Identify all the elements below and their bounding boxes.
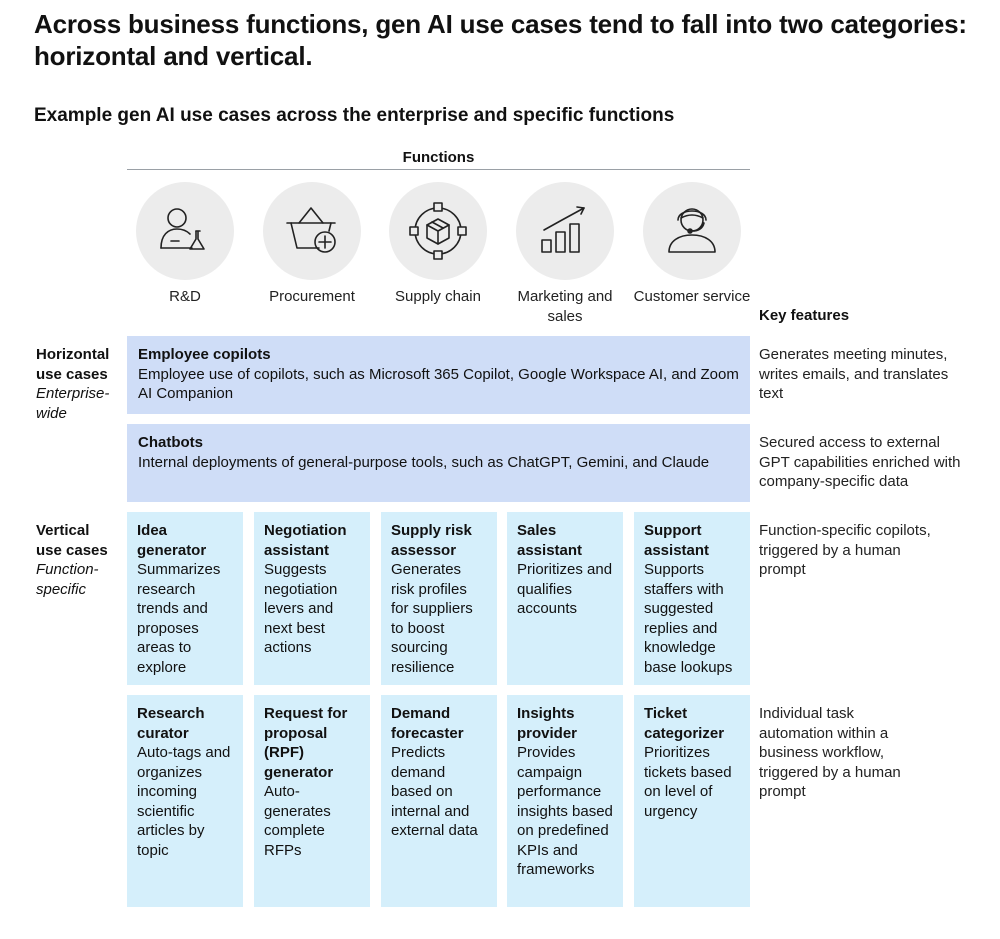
vertical-case-negotiation-assistant (254, 512, 370, 685)
vertical-case-support-assistant (634, 512, 750, 685)
vertical-case-sales-assistant (507, 512, 623, 685)
key-feature-task-automation: Individual task automation within a business workflow, triggered by a human prompt (759, 705, 901, 800)
vertical-case-ticket-categorizer (634, 695, 750, 907)
case-title: Sales assistant (517, 522, 583, 559)
vertical-case-supply-risk-assessor (381, 512, 497, 685)
headset-agent-icon (659, 198, 725, 264)
case-title: Idea generator (137, 522, 207, 559)
case-description: Suggests negotiation levers and next best actions (264, 561, 338, 656)
basket-icon (279, 198, 345, 264)
case-title: Insights provider (517, 705, 578, 742)
vertical-case-rfp-generator (254, 695, 370, 907)
key-feature-chatbots: Secured access to external GPT capabilities enriched with company-specific data (759, 434, 961, 490)
case-description: Prioritizes tickets based on level of urgency (644, 744, 732, 820)
vertical-case-demand-forecaster (381, 695, 497, 907)
key-features-heading: Key features (759, 307, 850, 324)
function-label-marketing: Marketing and sales (517, 288, 613, 325)
key-feature-employee-copilots: Generates meeting minutes, writes emails, and translates text (759, 346, 949, 402)
function-label-procurement: Procurement (269, 288, 355, 305)
function-rnd-circle (136, 182, 234, 280)
vertical-case-research-curator (127, 695, 243, 907)
case-title: Demand forecaster (391, 705, 464, 742)
case-title: Negotiation assistant (264, 522, 347, 559)
case-description: Generates risk profiles for suppliers to boost sourcing resilience (391, 561, 473, 676)
case-description: Prioritizes and qualifies accounts (517, 561, 613, 617)
row-label-vertical (36, 521, 118, 599)
row-label-horizontal-subtitle: Enterprise-wide (36, 385, 110, 422)
case-description: Internal deployments of general-purpose tools, such as ChatGPT, Gemini, and Claude (138, 453, 710, 471)
functions-divider (127, 169, 750, 170)
function-label-supply-chain: Supply chain (395, 288, 481, 305)
function-procurement-circle (263, 182, 361, 280)
row-label-horizontal-title: Horizontal use cases (36, 346, 110, 383)
function-supply-chain-circle (389, 182, 487, 280)
package-network-icon (405, 198, 471, 264)
row-label-vertical-title: Vertical use cases (36, 522, 108, 559)
case-title: Request for proposal (RPF) generator (264, 705, 348, 781)
scientist-icon (152, 198, 218, 264)
function-customer-service-circle (643, 182, 741, 280)
functions-heading: Functions (402, 149, 475, 166)
case-title: Supply risk assessor (391, 522, 472, 559)
case-title: Chatbots (138, 434, 203, 451)
function-label-customer-service: Customer service (633, 288, 751, 305)
function-label-rnd: R&D (169, 288, 201, 305)
row-label-vertical-subtitle: Function-specific (36, 561, 99, 598)
case-description: Supports staffers with suggested replies and knowledge base lookups (644, 561, 733, 676)
row-label-horizontal (36, 345, 124, 423)
case-description: Provides campaign performance insights based on predefined KPIs and frameworks (517, 744, 613, 878)
vertical-case-idea-generator (127, 512, 243, 685)
growth-chart-icon (532, 198, 598, 264)
case-title: Employee copilots (138, 346, 271, 363)
case-description: Summarizes research trends and proposes areas to explore (137, 561, 221, 676)
function-marketing-circle (516, 182, 614, 280)
horizontal-case-chatbots (127, 424, 750, 502)
case-title: Support assistant (644, 522, 710, 559)
vertical-case-insights-provider (507, 695, 623, 907)
page-title: Across business functions, gen AI use cases tend to fall into two categories: horizontal and vertical. (34, 9, 967, 71)
case-description: Predicts demand based on internal and external data (391, 744, 478, 839)
key-feature-function-copilots: Function-specific copilots, triggered by a human prompt (759, 522, 931, 578)
chart-subtitle: Example gen AI use cases across the enterprise and specific functions (34, 105, 675, 126)
case-title: Research curator (137, 705, 205, 742)
case-description: Auto-tags and organizes incoming scientific articles by topic (137, 744, 231, 859)
case-description: Employee use of copilots, such as Microsoft 365 Copilot, Google Workspace AI, and Zoom AI Companion (138, 365, 739, 402)
horizontal-case-employee-copilots (127, 336, 750, 414)
case-description: Auto-generates complete RFPs (264, 783, 331, 859)
case-title: Ticket categorizer (644, 705, 725, 742)
